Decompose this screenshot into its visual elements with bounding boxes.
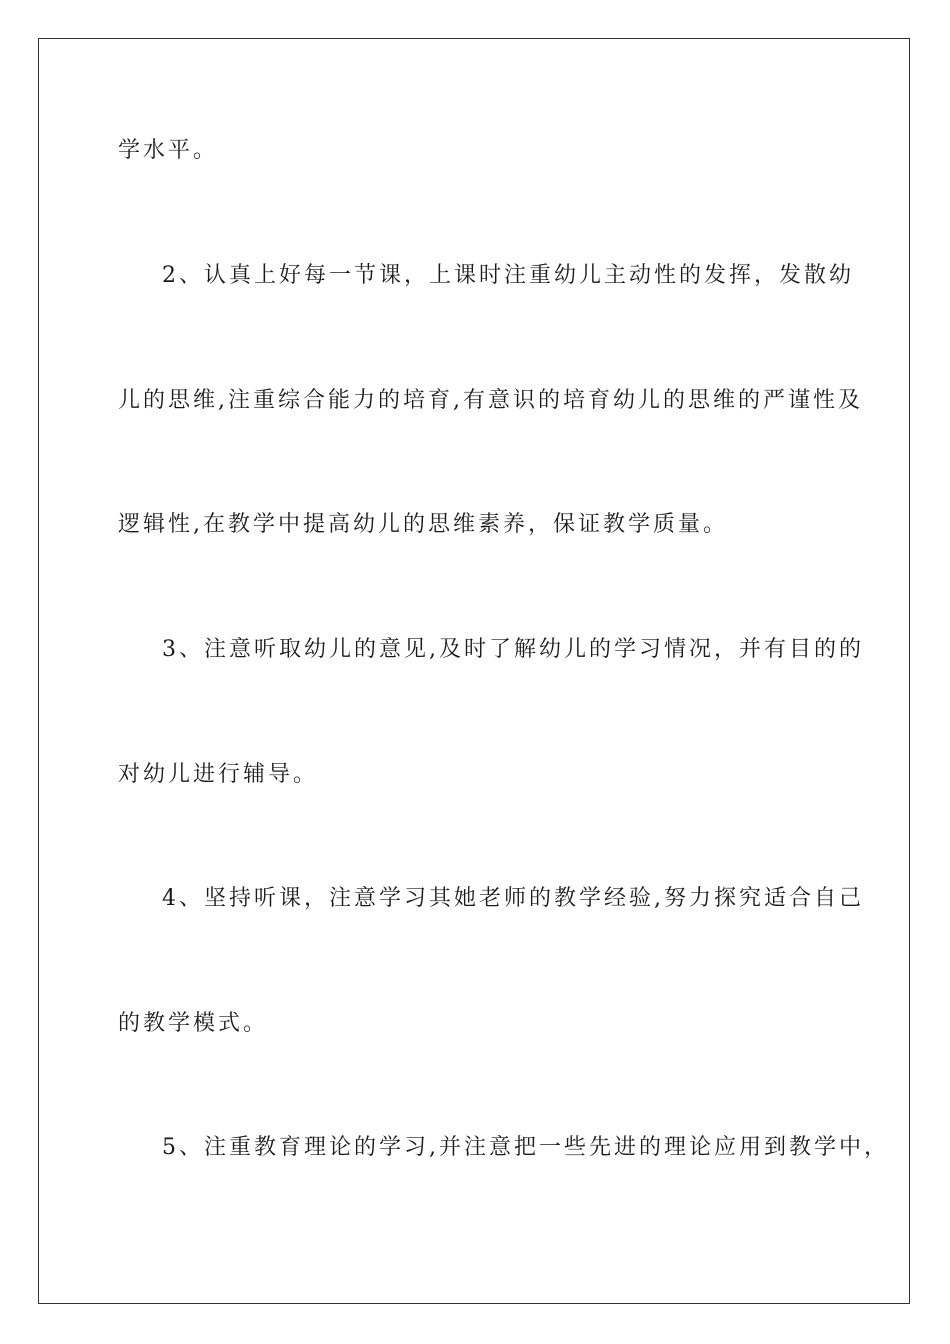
page-frame <box>38 38 910 1304</box>
paragraph-2-line-2: 儿的思维,注重综合能力的培育,有意识的培育幼儿的思维的严谨性及 <box>118 388 863 413</box>
paragraph-2-line-3: 逻辑性,在教学中提高幼儿的思维素养，保证教学质量。 <box>118 512 728 537</box>
paragraph-5-line-1: 5、注重教育理论的学习,并注意把一些先进的理论应用到教学中， <box>162 1135 889 1160</box>
paragraph-2-line-1: 2、认真上好每一节课，上课时注重幼儿主动性的发挥，发散幼 <box>162 263 854 288</box>
paragraph-4-line-1: 4、坚持听课，注意学习其她老师的教学经验,努力探究适合自己 <box>162 886 864 911</box>
text-line-1: 学水平。 <box>118 138 219 163</box>
paragraph-3-line-2: 对幼儿进行辅导。 <box>118 762 319 787</box>
paragraph-4-line-2: 的教学模式。 <box>118 1011 269 1036</box>
paragraph-3-line-1: 3、注意听取幼儿的意见,及时了解幼儿的学习情况，并有目的的 <box>162 637 864 662</box>
